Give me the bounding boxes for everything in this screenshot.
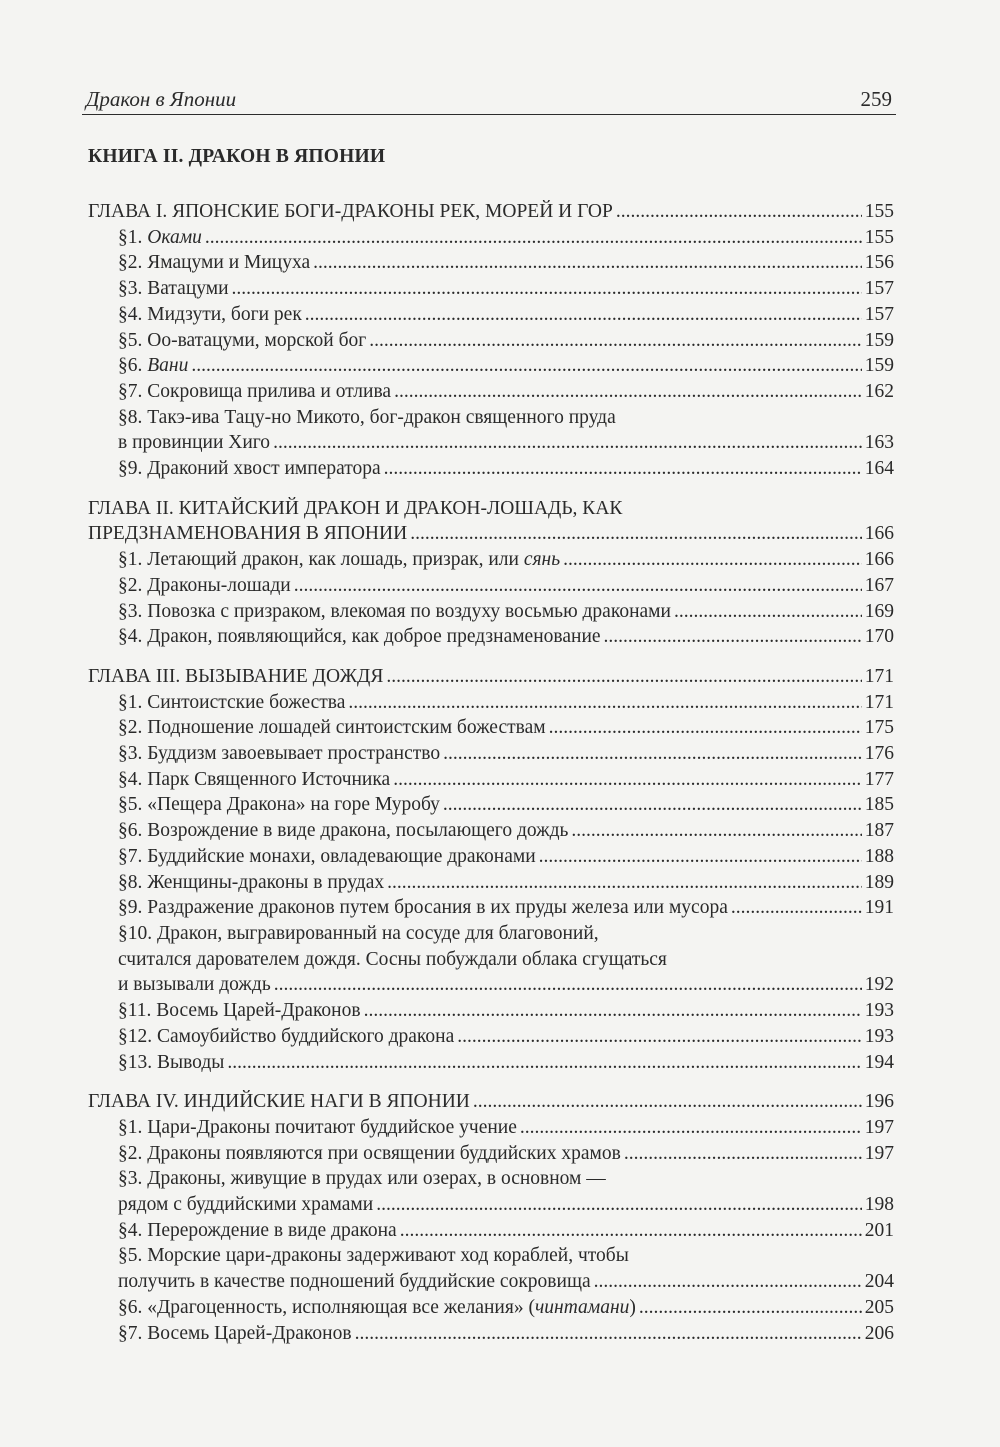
section-entry-text: §2. Драконы появляются при освящении буддийских храмов (118, 1142, 621, 1164)
section-entry[interactable] (88, 1321, 894, 1347)
toc-page-number: 157 (864, 278, 894, 300)
chapter-entry[interactable] (88, 1089, 894, 1115)
section-entry[interactable] (88, 573, 894, 599)
chapter-block (88, 199, 894, 482)
toc-page-number: 170 (864, 626, 894, 648)
toc-page-number: 204 (864, 1271, 894, 1293)
toc-page-number: 164 (864, 458, 894, 480)
section-entry-text: §4. Парк Священного Источника (118, 768, 391, 790)
section-entry-text: §5. «Пещера Дракона» на горе Муробу (118, 794, 440, 816)
dot-leader (571, 818, 861, 844)
toc-page-number: 169 (864, 600, 894, 622)
toc-page-number: 198 (864, 1194, 894, 1216)
dot-leader (520, 1115, 862, 1141)
dot-leader (604, 624, 862, 650)
toc-page-number: 197 (864, 1116, 894, 1138)
dot-leader (616, 199, 862, 225)
toc-page-number: 197 (864, 1142, 894, 1164)
toc-page-number: 155 (864, 201, 894, 222)
section-entry[interactable] (88, 792, 894, 818)
section-entry[interactable] (88, 353, 894, 379)
section-entry-text: §1. Оками (118, 226, 202, 248)
section-entry-text: §3. Ватацуми (118, 278, 229, 300)
chapter-entry[interactable] (88, 521, 894, 547)
section-entry[interactable] (88, 972, 894, 998)
toc-page-number: 166 (864, 549, 894, 571)
section-entry-text: и вызывали дождь (118, 974, 271, 996)
section-entry[interactable] (88, 456, 894, 482)
chapter-block (88, 496, 894, 650)
dot-leader (387, 870, 862, 896)
dot-leader (563, 547, 862, 573)
toc-page-number: 176 (864, 743, 894, 765)
section-entry[interactable] (88, 328, 894, 354)
section-title-line: §10. Дракон, выгравированный на сосуде для благовоний, (118, 922, 599, 944)
dot-leader (594, 1269, 862, 1295)
section-entry-text: §7. Восемь Царей-Драконов (118, 1322, 352, 1344)
section-entry[interactable] (88, 379, 894, 405)
section-title-line: считался дарователем дождя. Сосны побуждали облака сгущаться (118, 948, 667, 970)
toc-page-number: 196 (864, 1091, 894, 1113)
section-title-line: §3. Драконы, живущие в прудах или озерах, в основном — (118, 1168, 606, 1190)
dot-leader (674, 599, 862, 625)
dot-leader (348, 690, 861, 716)
dot-leader (274, 972, 862, 998)
section-entry-text: §2. Ямацуми и Мицуха (118, 252, 311, 274)
toc-page-number: 159 (864, 355, 894, 377)
section-entry[interactable] (88, 1024, 894, 1050)
section-entry[interactable] (88, 895, 894, 921)
dot-leader (205, 225, 862, 251)
page-number: 259 (860, 87, 892, 111)
toc-page-number: 191 (864, 897, 894, 919)
section-entry[interactable] (88, 715, 894, 741)
section-entry-text: §1. Цари-Драконы почитают буддийское учение (118, 1116, 517, 1138)
dot-leader (457, 1024, 861, 1050)
dot-leader (549, 715, 862, 741)
dot-leader (400, 1218, 862, 1244)
dot-leader (232, 276, 862, 302)
toc-page-number: 192 (864, 974, 894, 996)
toc-page-number: 187 (864, 820, 894, 842)
section-entry-text: §9. Раздражение драконов путем бросания в их пруды железа или мусора (118, 897, 728, 919)
chapter-block (88, 664, 894, 1075)
dot-leader (191, 353, 861, 379)
chapter-entry-text: ПРЕДЗНАМЕНОВАНИЯ В ЯПОНИИ (88, 523, 408, 545)
section-entry-text: §4. Перерождение в виде дракона (118, 1219, 397, 1241)
section-entry-text: §6. Вани (118, 355, 189, 377)
section-entry[interactable] (88, 547, 894, 573)
chapter-entry-text: ГЛАВА I. ЯПОНСКИЕ БОГИ-ДРАКОНЫ РЕК, МОРЕЙ И ГОР (88, 201, 613, 222)
table-of-contents (88, 199, 894, 1360)
section-entry-text: §1. Летающий дракон, как лошадь, призрак, или сянь (118, 549, 561, 571)
dot-leader (376, 1192, 862, 1218)
section-entry[interactable] (88, 276, 894, 302)
section-entry[interactable] (88, 1218, 894, 1244)
toc-page-number: 155 (864, 226, 894, 248)
section-entry-text: §2. Драконы-лошади (118, 574, 291, 596)
running-header (82, 86, 896, 115)
toc-page-number: 193 (864, 1025, 894, 1047)
section-title-line: §8. Такэ-ива Тацу-но Микото, бог-дракон священного пруда (118, 406, 616, 428)
section-entry-text: §4. Мидзути, боги рек (118, 303, 302, 325)
section-entry-text: §12. Самоубийство буддийского дракона (118, 1025, 455, 1047)
toc-page-number: 194 (864, 1051, 894, 1073)
section-entry[interactable] (88, 599, 894, 625)
toc-page-number: 189 (864, 871, 894, 893)
section-entry[interactable] (88, 1295, 894, 1321)
section-entry-text: §9. Драконий хвост императора (118, 458, 381, 480)
dot-leader (273, 430, 862, 456)
dot-leader (443, 792, 862, 818)
toc-page-number: 171 (864, 665, 894, 687)
section-entry[interactable] (88, 302, 894, 328)
dot-leader (364, 998, 862, 1024)
toc-page-number: 193 (864, 1000, 894, 1022)
toc-page-number: 166 (864, 523, 894, 545)
section-entry[interactable] (88, 818, 894, 844)
chapter-entry-text: ГЛАВА IV. ИНДИЙСКИЕ НАГИ В ЯПОНИИ (88, 1091, 470, 1113)
section-entry[interactable] (88, 1269, 894, 1295)
chapter-entry-text: ГЛАВА III. ВЫЗЫВАНИЕ ДОЖДЯ (88, 665, 384, 687)
section-entry[interactable] (88, 1192, 894, 1218)
dot-leader (227, 1050, 861, 1076)
dot-leader (386, 664, 861, 690)
dot-leader (355, 1321, 862, 1347)
section-entry-text: §3. Буддизм завоевывает пространство (118, 743, 441, 765)
section-entry-text: §1. Синтоистские божества (118, 691, 346, 713)
section-entry-text: получить в качестве подношений буддийские сокровища (118, 1271, 591, 1293)
section-entry[interactable] (88, 998, 894, 1024)
book-title: КНИГА II. ДРАКОН В ЯПОНИИ (88, 146, 386, 167)
chapter-block (88, 1089, 894, 1346)
section-entry[interactable] (88, 767, 894, 793)
section-entry-text: §2. Подношение лошадей синтоистским божествам (118, 717, 546, 739)
section-entry-text: §6. Возрождение в виде дракона, посылающего дождь (118, 820, 569, 842)
dot-leader (305, 302, 862, 328)
toc-page-number: 177 (864, 768, 894, 790)
section-entry-text: §5. Оо-ватацуми, морской бог (118, 329, 367, 351)
dot-leader (393, 767, 862, 793)
dot-leader (410, 521, 862, 547)
toc-page-number: 185 (864, 794, 894, 816)
chapter-entry[interactable] (88, 199, 894, 225)
section-entry-text: §7. Сокровища прилива и отлива (118, 380, 392, 402)
section-entry[interactable] (88, 250, 894, 276)
toc-page-number: 159 (864, 329, 894, 351)
section-entry-text: §7. Буддийские монахи, овладевающие драконами (118, 845, 536, 867)
section-entry-text: рядом с буддийскими храмами (118, 1194, 374, 1216)
toc-page-number: 162 (864, 380, 894, 402)
section-entry[interactable] (88, 844, 894, 870)
toc-page-number: 206 (864, 1322, 894, 1344)
dot-leader (384, 456, 862, 482)
chapter-title-line: ГЛАВА II. КИТАЙСКИЙ ДРАКОН И ДРАКОН-ЛОШАДЬ, КАК (88, 497, 623, 519)
dot-leader (624, 1141, 862, 1167)
toc-page-number: 156 (864, 252, 894, 274)
section-entry[interactable] (88, 430, 894, 456)
dot-leader (443, 741, 862, 767)
section-entry[interactable] (88, 690, 894, 716)
section-entry[interactable] (88, 1050, 894, 1076)
toc-page-number: 175 (864, 717, 894, 739)
section-entry-text: §8. Женщины-драконы в прудах (118, 871, 385, 893)
section-entry-text: §3. Повозка с призраком, влекомая по воздуху восьмью драконами (118, 600, 671, 622)
toc-page-number: 157 (864, 303, 894, 325)
section-entry[interactable] (88, 741, 894, 767)
dot-leader (394, 379, 862, 405)
section-entry[interactable] (88, 225, 894, 251)
toc-page-number: 163 (864, 432, 894, 454)
dot-leader (639, 1295, 862, 1321)
section-entry[interactable] (88, 870, 894, 896)
section-title-line: §5. Морские цари-драконы задерживают ход кораблей, чтобы (118, 1245, 629, 1267)
section-entry-text: §11. Восемь Царей-Драконов (118, 1000, 361, 1022)
dot-leader (294, 573, 862, 599)
running-title: Дракон в Японии (86, 87, 237, 111)
dot-leader (539, 844, 862, 870)
section-entry[interactable] (88, 1115, 894, 1141)
section-entry[interactable] (88, 1141, 894, 1167)
dot-leader (313, 250, 862, 276)
chapter-entry[interactable] (88, 664, 894, 690)
section-entry-text: в провинции Хиго (118, 432, 271, 454)
toc-page-number: 167 (864, 574, 894, 596)
toc-page-number: 205 (864, 1296, 894, 1318)
section-entry-text: §6. «Драгоценность, исполняющая все желания» (чинтамани) (118, 1296, 636, 1318)
dot-leader (473, 1089, 862, 1115)
section-entry[interactable] (88, 624, 894, 650)
section-entry-text: §4. Дракон, появляющийся, как доброе предзнаменование (118, 626, 601, 648)
toc-page-number: 201 (864, 1219, 894, 1241)
section-entry-text: §13. Выводы (118, 1051, 225, 1073)
dot-leader (731, 895, 862, 921)
toc-page-number: 171 (864, 691, 894, 713)
dot-leader (369, 328, 861, 354)
toc-page-number: 188 (864, 845, 894, 867)
